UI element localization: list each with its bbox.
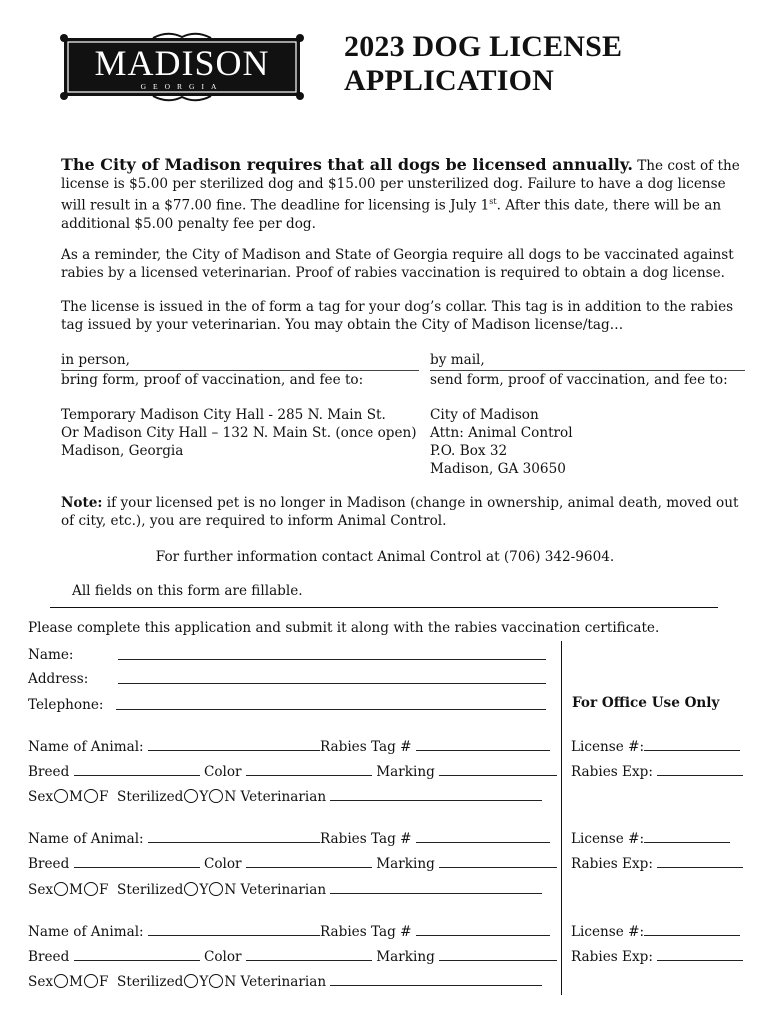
- license-number-field[interactable]: [644, 831, 730, 843]
- sterilized-no-radio[interactable]: [209, 974, 223, 988]
- rabies-exp-1: [571, 763, 743, 781]
- male-label: M: [69, 789, 83, 805]
- sex-female-radio[interactable]: [84, 882, 98, 896]
- breed-label: Breed: [28, 856, 70, 872]
- address-label: Address:: [28, 671, 89, 687]
- animal-name-label: Name of Animal:: [28, 831, 144, 847]
- color-label: Color: [203, 949, 242, 965]
- animal-name-label: Name of Animal:: [28, 924, 144, 940]
- no-label: N: [224, 882, 237, 898]
- marking-field[interactable]: [439, 764, 557, 776]
- owner-name-field[interactable]: [118, 648, 546, 660]
- rabies-tag-label: Rabies Tag #: [319, 739, 412, 755]
- license-label: License #:: [571, 831, 645, 847]
- by-mail-heading: by mail,: [430, 352, 745, 371]
- in-person-line: Or Madison City Hall – 132 N. Main St. (once open): [61, 425, 417, 441]
- yes-label: Y: [199, 882, 209, 898]
- rabies-tag-field[interactable]: [416, 739, 550, 751]
- rabies-tag-label: Rabies Tag #: [319, 924, 412, 940]
- rabies-exp-field[interactable]: [657, 856, 743, 868]
- animal-row-3: [28, 881, 542, 899]
- yes-label: Y: [199, 789, 209, 805]
- animal-name-label: Name of Animal:: [28, 739, 144, 755]
- license-number-3: [571, 923, 740, 941]
- female-label: F: [98, 882, 109, 898]
- madison-georgia-logo: [58, 32, 306, 102]
- animal-name-field[interactable]: [148, 831, 320, 843]
- marking-label: Marking: [376, 949, 435, 965]
- sterilized-no-radio[interactable]: [209, 882, 223, 896]
- animal-row-1: [28, 738, 550, 756]
- license-info: The license is issued in the of form a tag for your dog’s collar. This tag is in addition to the rabies tag issued by your veterinarian. You may obtain the City of Madison license/tag…: [61, 299, 734, 333]
- veterinarian-field[interactable]: [330, 974, 542, 986]
- female-label: F: [98, 789, 109, 805]
- color-label: Color: [203, 856, 242, 872]
- sex-female-radio[interactable]: [84, 789, 98, 803]
- animal-row-3: [28, 973, 542, 991]
- note-text: if your licensed pet is no longer in Madison (change in ownership, animal death, moved out of city, etc.), you are required to inform Animal Control.: [61, 495, 739, 529]
- rabies-exp-label: Rabies Exp:: [571, 949, 653, 965]
- veterinarian-field[interactable]: [330, 882, 542, 894]
- breed-label: Breed: [28, 949, 70, 965]
- in-person-line: Temporary Madison City Hall - 285 N. Main St.: [61, 407, 386, 423]
- intro-sup: st: [489, 197, 497, 206]
- breed-field[interactable]: [74, 764, 200, 776]
- sterilized-no-radio[interactable]: [209, 789, 223, 803]
- contact-info: For further information contact Animal Control at (706) 342-9604.: [155, 549, 615, 565]
- male-label: M: [69, 882, 83, 898]
- animal-name-field[interactable]: [148, 739, 320, 751]
- in-person-line: Madison, Georgia: [61, 443, 184, 459]
- veterinarian-label: Veterinarian: [240, 882, 327, 898]
- color-field[interactable]: [246, 856, 372, 868]
- owner-telephone-field[interactable]: [116, 698, 546, 710]
- rabies-tag-field[interactable]: [416, 831, 550, 843]
- no-label: N: [224, 974, 237, 990]
- by-mail-line: Madison, GA 30650: [430, 461, 566, 477]
- animal-row-1: [28, 923, 550, 941]
- animal-row-2: [28, 763, 557, 781]
- title-line-1: 2023 DOG LICENSE: [344, 30, 623, 63]
- sterilized-label: Sterilized: [117, 789, 184, 805]
- by-mail-sub: send form, proof of vaccination, and fee to:: [430, 372, 728, 388]
- fillable-note: All fields on this form are fillable.: [72, 583, 303, 599]
- rabies-exp-2: [571, 855, 743, 873]
- female-label: F: [98, 974, 109, 990]
- in-person-heading: in person,: [61, 352, 419, 371]
- rabies-exp-label: Rabies Exp:: [571, 856, 653, 872]
- animal-row-1: [28, 830, 550, 848]
- rabies-reminder: As a reminder, the City of Madison and State of Georgia require all dogs to be vaccinated against rabies by a licensed veterinarian. Proof of rabies vaccination is required to obtain a dog license.: [61, 247, 734, 281]
- breed-field[interactable]: [74, 949, 200, 961]
- intro-text-2: . After this date, there will be an additional $5.00 penalty fee per dog.: [61, 197, 722, 232]
- sex-female-radio[interactable]: [84, 974, 98, 988]
- sex-male-radio[interactable]: [54, 882, 68, 896]
- in-person-sub: bring form, proof of vaccination, and fee to:: [61, 372, 364, 388]
- sex-male-radio[interactable]: [54, 974, 68, 988]
- note-paragraph: [61, 494, 749, 530]
- sterilized-yes-radio[interactable]: [184, 882, 198, 896]
- marking-label: Marking: [376, 764, 435, 780]
- license-label: License #:: [571, 924, 645, 940]
- breed-field[interactable]: [74, 856, 200, 868]
- marking-label: Marking: [376, 856, 435, 872]
- color-field[interactable]: [246, 764, 372, 776]
- color-label: Color: [203, 764, 242, 780]
- rabies-tag-label: Rabies Tag #: [319, 831, 412, 847]
- office-use-heading: For Office Use Only: [572, 695, 720, 711]
- by-mail-line: City of Madison: [430, 407, 539, 423]
- form-instructions: Please complete this application and submit it along with the rabies vaccination certificate.: [28, 620, 660, 636]
- intro-text: The cost of the license is $5.00 per sterilized dog and $15.00 per unsterilized dog. Failure to have a dog license will result in a $77.00 fine. The deadline for licensing is July 1: [61, 158, 740, 214]
- license-number-field[interactable]: [644, 739, 740, 751]
- veterinarian-field[interactable]: [330, 789, 542, 801]
- rabies-tag-field[interactable]: [416, 924, 550, 936]
- animal-row-3: [28, 788, 542, 806]
- animal-row-2: [28, 855, 557, 873]
- rabies-exp-3: [571, 948, 743, 966]
- telephone-label: Telephone:: [28, 697, 104, 713]
- name-label: Name:: [28, 647, 74, 663]
- rabies-exp-label: Rabies Exp:: [571, 764, 653, 780]
- veterinarian-label: Veterinarian: [240, 789, 327, 805]
- animal-name-field[interactable]: [148, 924, 320, 936]
- sterilized-label: Sterilized: [117, 974, 184, 990]
- logo-sub-text: GEORGIA: [140, 82, 224, 91]
- license-number-2: [571, 830, 730, 848]
- rabies-exp-field[interactable]: [657, 764, 743, 776]
- note-label: Note:: [61, 495, 103, 511]
- by-mail-line: P.O. Box 32: [430, 443, 508, 459]
- sterilized-label: Sterilized: [117, 882, 184, 898]
- section-divider: [50, 607, 718, 608]
- male-label: M: [69, 974, 83, 990]
- veterinarian-label: Veterinarian: [240, 974, 327, 990]
- by-mail-line: Attn: Animal Control: [430, 425, 573, 441]
- color-field[interactable]: [246, 949, 372, 961]
- by-mail-address: [430, 406, 573, 478]
- in-person-address: [61, 406, 417, 460]
- page-title: [344, 30, 622, 98]
- breed-label: Breed: [28, 764, 70, 780]
- owner-address-field[interactable]: [118, 672, 546, 684]
- no-label: N: [224, 789, 237, 805]
- license-number-1: [571, 738, 740, 756]
- sex-label: Sex: [28, 974, 54, 990]
- rabies-exp-field[interactable]: [657, 949, 743, 961]
- animal-row-2: [28, 948, 557, 966]
- license-number-field[interactable]: [644, 924, 740, 936]
- logo-main-text: MADISON: [94, 43, 270, 83]
- sterilized-yes-radio[interactable]: [184, 974, 198, 988]
- marking-field[interactable]: [439, 949, 557, 961]
- marking-field[interactable]: [439, 856, 557, 868]
- yes-label: Y: [199, 974, 209, 990]
- office-divider: [561, 641, 562, 995]
- title-line-2: APPLICATION: [344, 64, 554, 97]
- intro-paragraph: [61, 156, 749, 233]
- sex-male-radio[interactable]: [54, 789, 68, 803]
- intro-bold: The City of Madison requires that all dogs be licensed annually.: [61, 155, 633, 174]
- license-label: License #:: [571, 739, 645, 755]
- sterilized-yes-radio[interactable]: [184, 789, 198, 803]
- sex-label: Sex: [28, 789, 54, 805]
- sex-label: Sex: [28, 882, 54, 898]
